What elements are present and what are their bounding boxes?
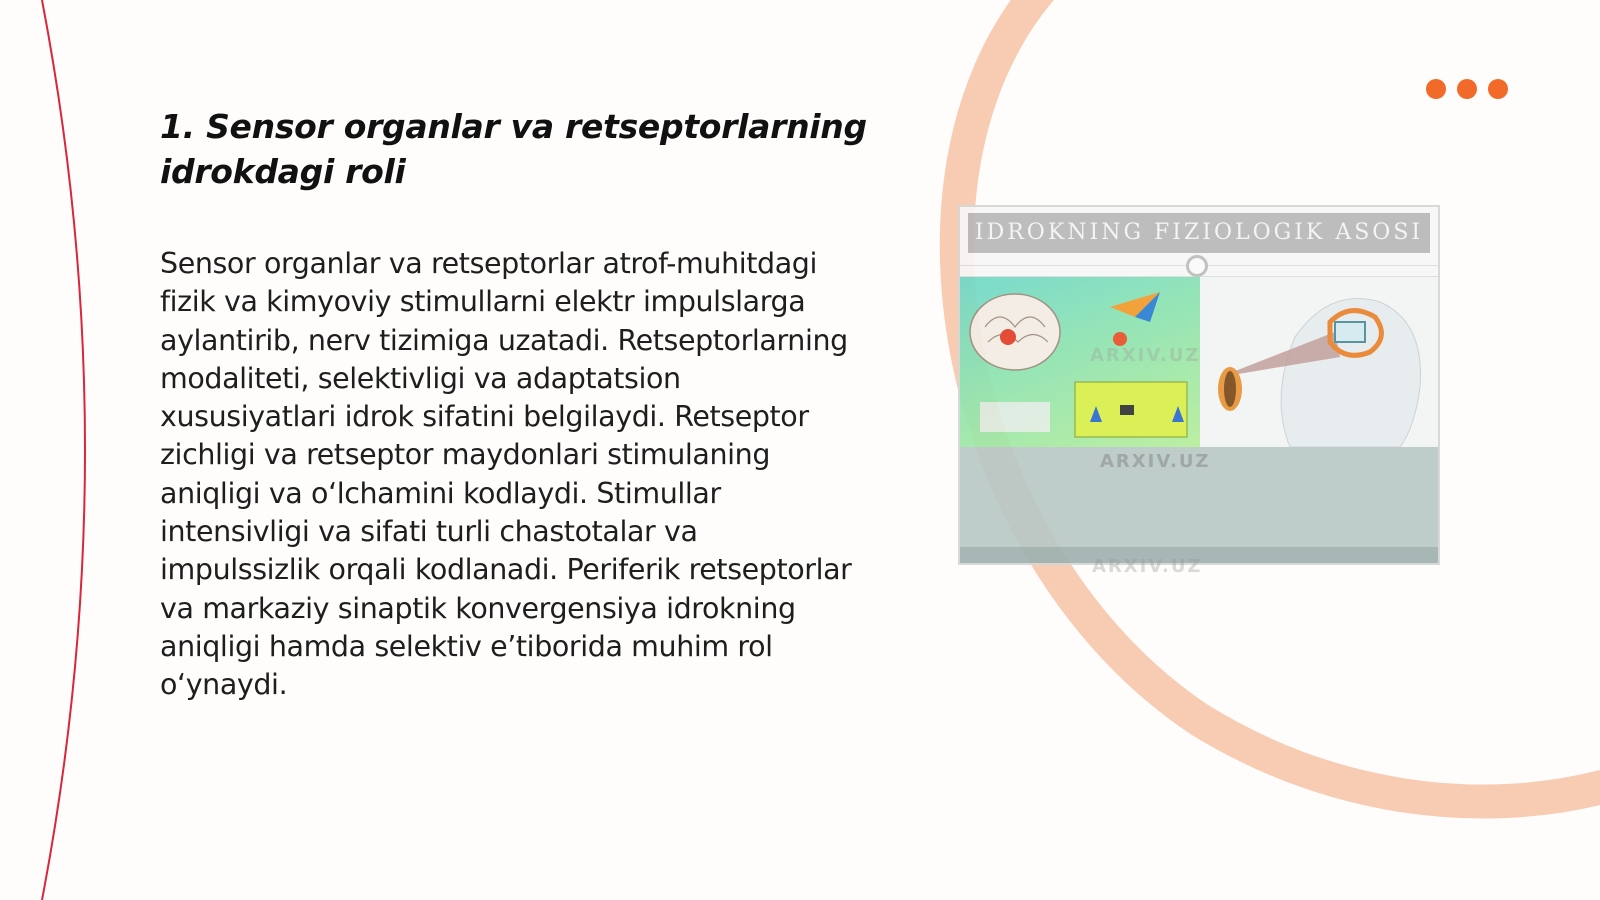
watermark-text: ARXIV.UZ [1092,556,1203,577]
embedded-circle-icon [1186,255,1208,277]
dot [1457,79,1477,99]
head-illustration [1200,277,1438,447]
watermark-text: ARXIV.UZ [1090,345,1201,366]
brain-illustration [960,277,1200,447]
slide-body-text: Sensor organlar va retseptorlar atrof-muhitdagi fizik va kimyoviy stimullarni elektr impulslarga aylantirib, nerv tizimiga uzatadi. Retseptorlarning modaliteti, selektivligi va adaptatsion xususiyatlari idrok sifatini belgilaydi. Retseptor zichligi va retseptor maydonlari stimulaning aniqligi va o‘lchamini kodlaydi. Stimullar intensivligi va sifati turli chastotalar va impulssizlik orqali kodlanadi. Periferik retseptorlar va markaziy sinaptik konvergensiya idrokning aniqligi hamda selektiv e’tiborida muhim rol o‘ynaydi. [160,247,852,702]
embedded-slide-image [958,205,1440,565]
more-horizontal-icon [1426,79,1508,99]
watermark-text: ARXIV.UZ [1100,451,1211,472]
dot [1426,79,1446,99]
slide-title: 1. Sensor organlar va retseptorlarning idrokdagi roli [160,107,867,191]
left-edge-curve [42,0,85,900]
head-drawing [1200,277,1438,447]
embedded-caption-area [960,447,1438,547]
dot [1488,79,1508,99]
embedded-slide-heading: IDROKNING FIZIOLOGIK ASOSI [968,213,1430,253]
